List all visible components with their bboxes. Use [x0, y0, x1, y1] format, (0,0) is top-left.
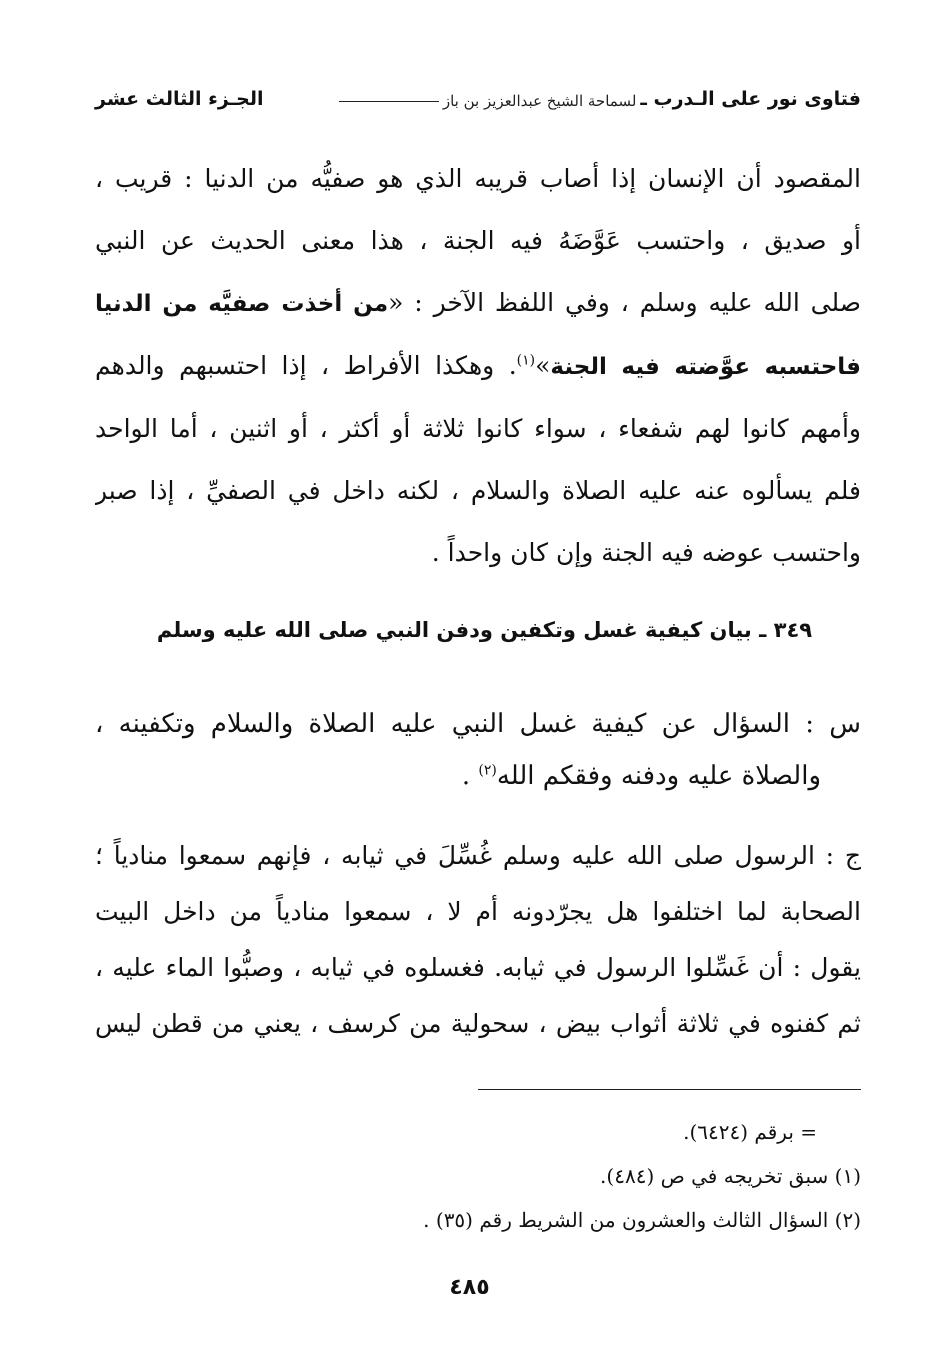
footnotes [95, 1110, 861, 1242]
question-block [95, 698, 861, 802]
text-segment: صلى الله عليه وسلم ، وفي اللفظ الآخر : « [388, 288, 861, 317]
hadith-quote: من أخذت صفيَّه من الدنيا [95, 291, 389, 317]
quote-close: » [535, 351, 551, 380]
section-heading: ٣٤٩ ـ بيان كيفية غسل وتكفين ودفن النبي صلى الله عليه وسلم [156, 618, 813, 642]
hadith-quote: فاحتسبه عوَّضته فيه الجنة [550, 354, 861, 380]
text-line: واحتسب عوضه فيه الجنة وإن كان واحداً . [431, 538, 861, 567]
text-segment: . وهكذا الأفراط ، إذا احتسبهم والدهم [95, 351, 517, 380]
running-header [95, 74, 861, 110]
question-line: س : السؤال عن كيفية غسل النبي عليه الصلاة والسلام وتكفينه ، [95, 709, 861, 739]
header-rule [339, 101, 439, 102]
text-line [95, 272, 861, 335]
question-line [95, 750, 861, 802]
header-volume: الجـزء الثالث عشر [95, 88, 264, 110]
answer-block [95, 828, 861, 1052]
footnote-ref: (١) [516, 352, 536, 369]
text-line: أو صديق ، واحتسب عَوَّضَهُ فيه الجنة ، هذا معنى الحديث عن النبي [95, 226, 861, 255]
answer-line: يقول : أن غَسِّلوا الرسول في ثيابه. فغسلوه في ثيابه ، وصبُّوا الماء عليه ، [95, 953, 861, 982]
header-title-group [339, 88, 861, 110]
text-line [95, 335, 861, 398]
answer-line: الصحابة لما اختلفوا هل يجرّدونه أم لا ، سمعوا منادياً من داخل البيت [95, 897, 861, 926]
answer-line: ج : الرسول صلى الله عليه وسلم غُسِّلَ في ثيابه ، فإنهم سمعوا منادياً ؛ [95, 841, 861, 870]
text-segment: . [461, 761, 479, 791]
footnote-item: (٢) السؤال الثالث والعشرون من الشريط رقم (٣٥) . [423, 1208, 861, 1232]
text-segment: والصلاة عليه ودفنه وفقكم الله [496, 761, 821, 791]
text-line: المقصود أن الإنسان إذا أصاب قريبه الذي هو صفيُّه من الدنيا : قريب ، [95, 164, 861, 193]
answer-line: ثم كفنوه في ثلاثة أثواب بيض ، سحولية من كرسف ، يعني من قطن ليس [95, 1009, 861, 1038]
footnote-ref: (٢) [478, 762, 497, 779]
header-author: لسماحة الشيخ عبدالعزيز بن باز [442, 92, 637, 110]
header-book-title: فتاوى نور على الـدرب ـ [640, 88, 861, 110]
footnote-continuation: = برقم (٦٤٢٤). [683, 1120, 817, 1144]
paragraph-hadith [95, 148, 861, 584]
footnote-item: (١) سبق تخريجه في ص (٤٨٤). [600, 1164, 861, 1188]
footnote-divider [478, 1089, 861, 1090]
text-line: وأمهم كانوا لهم شفعاء ، سواء كانوا ثلاثة أو أكثر ، أو اثنين ، أما الواحد [95, 414, 861, 443]
page-number: ٤٨٥ [449, 1275, 490, 1300]
text-line: فلم يسألوه عنه عليه الصلاة والسلام ، لكنه داخل في الصفيِّ ، إذا صبر [95, 476, 861, 505]
